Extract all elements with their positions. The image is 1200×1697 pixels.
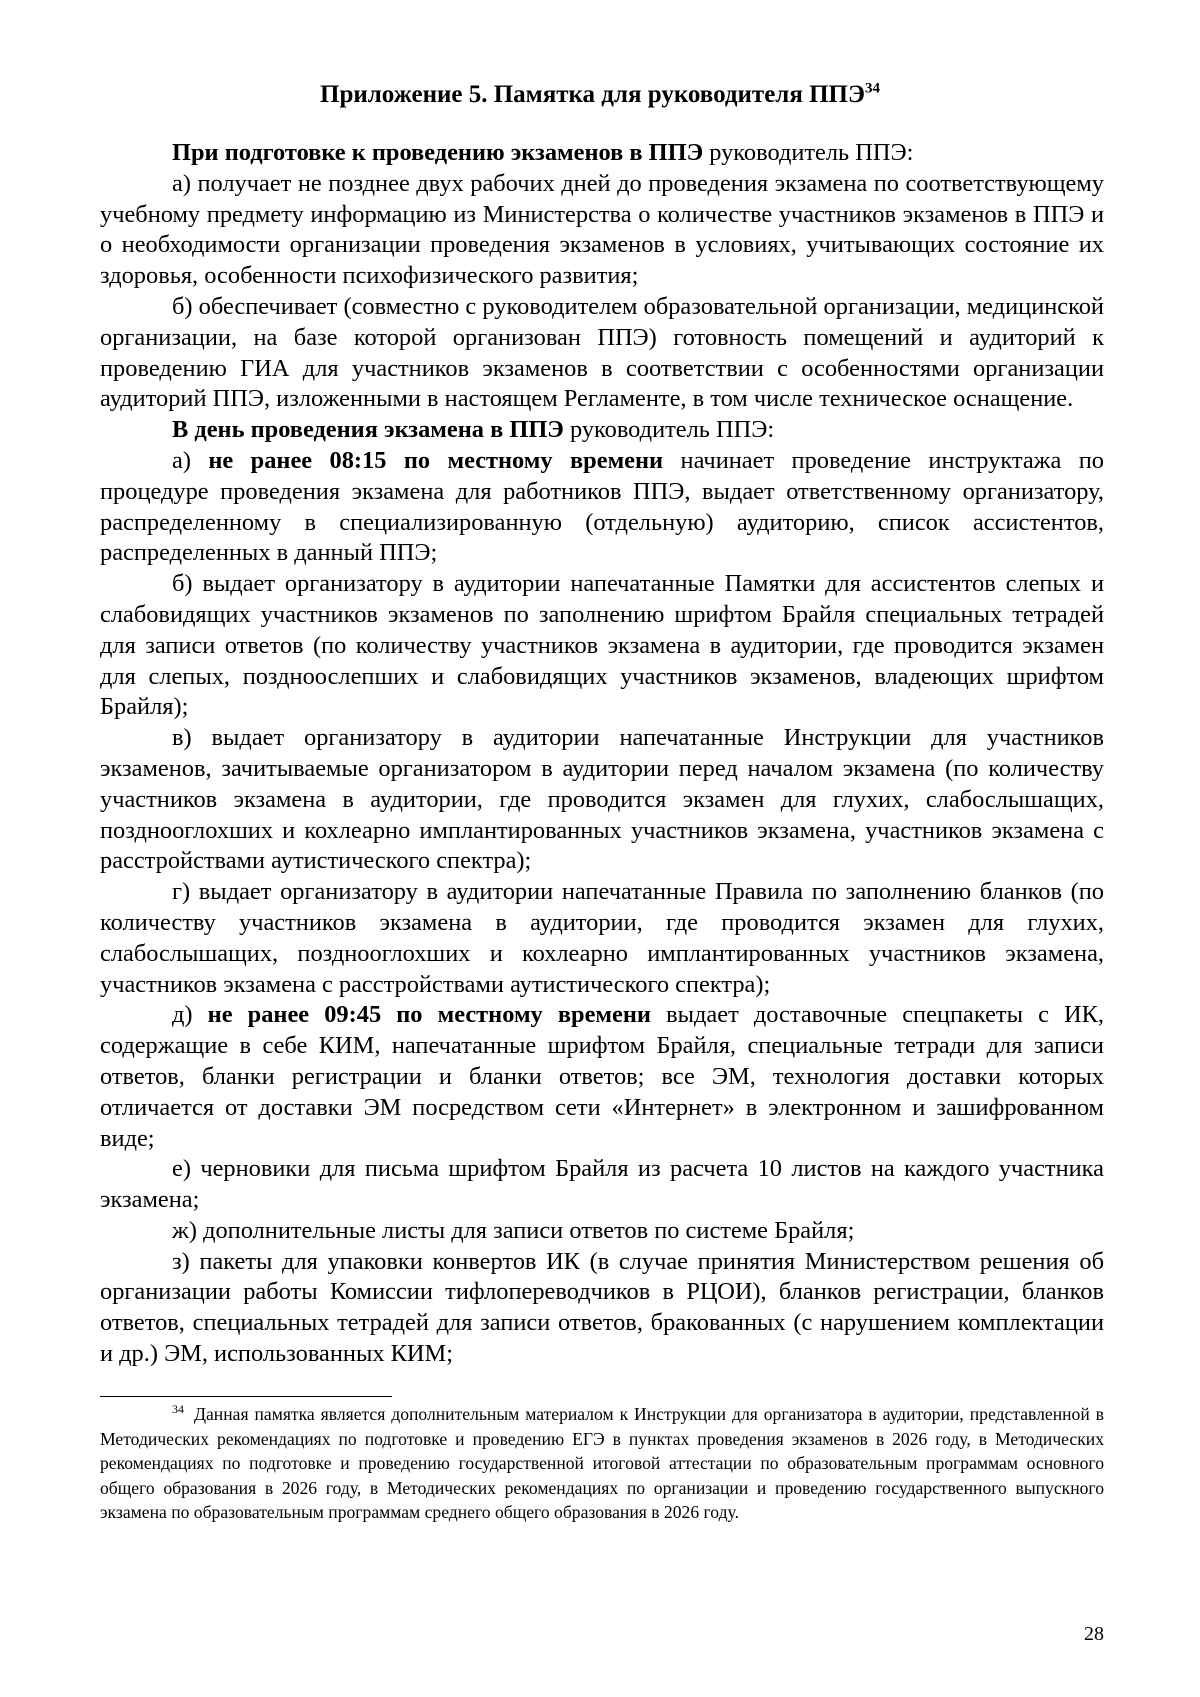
section-2-lead-rest: руководитель ППЭ: <box>563 416 775 444</box>
section-2-lead-bold: В день проведения экзамена в ППЭ <box>172 416 564 444</box>
footnote-number: 34 <box>172 1402 184 1417</box>
item-a-bold: не ранее 08:15 по местному времени <box>208 446 664 474</box>
section-2-item-zh: ж) дополнительные листы для записи ответов по системе Брайля; <box>172 1216 855 1244</box>
title-footnote-ref: 34 <box>864 80 880 97</box>
page-number: 28 <box>1084 1623 1104 1645</box>
item-a-prefix: а) <box>172 446 209 474</box>
section-2-item-g: г) выдает организатору в аудитории напечатанные Правила по заполнению бланков (по количеству участников экзамена в аудитории, где проводится экзамен для глухих, слабослышащих, позднооглохших и кохлеарно имплантированных участников экзамена, участников экзамена с расстройствами аутистического спектра); <box>100 878 1104 998</box>
section-2-item-z: з) пакеты для упаковки конвертов ИК (в случае принятия Министерством решения об организации работы Комиссии тифлопереводчиков в РЦОИ), бланков регистрации, бланков ответов, специальных тетрадей для записи ответов, бракованных (с нарушением комплектации и др.) ЭМ, использованных КИМ; <box>100 1247 1104 1368</box>
section-1-item-b: б) обеспечивает (совместно с руководителем образовательной организации, медицинской организации, на базе которой организован ППЭ) готовность помещений и аудиторий к проведению ГИА для участников экзаменов в соответствии с особенностями организации аудиторий ППЭ, изложенными в настоящем Регламенте, в том числе техническое оснащение. <box>100 292 1104 413</box>
item-d-rest: выдает доставочные спецпакеты с ИК, содержащие в себе КИМ, напечатанные шрифтом Брайля, специальные тетради для записи ответов, бланки регистрации и бланки ответов; все ЭМ, технология доставки которых отличается от доставки ЭМ посредством сети «Интернет» в электронном и зашифрованном виде; <box>100 1001 1105 1152</box>
page-title <box>100 80 1100 110</box>
section-1-item-a: а) получает не позднее двух рабочих дней до проведения экзамена по соответствующему учебному предмету информацию из Министерства о количестве участников экзаменов в ППЭ и о необходимости организации проведения экзаменов в условиях, учитывающих состояние их здоровья, особенности психофизического развития; <box>100 169 1104 290</box>
footnote <box>100 1402 1104 1525</box>
section-2-item-e: е) черновики для письма шрифтом Брайля из расчета 10 листов на каждого участника экзамена; <box>100 1155 1104 1214</box>
section-1-lead-rest: руководитель ППЭ: <box>703 139 914 166</box>
document-body <box>100 138 1104 1370</box>
section-2-item-v: в) выдает организатору в аудитории напечатанные Инструкции для участников экзаменов, зачитываемые организатором в аудитории перед началом экзамена (по количеству участников экзамена в аудитории, где проводится экзамен для глухих, слабослышащих, позднооглохших и кохлеарно имплантированных участников экзамена, участников экзамена с расстройствами аутистического спектра); <box>100 724 1104 875</box>
page-title-text: Приложение 5. Памятка для руководителя ППЭ <box>320 81 865 108</box>
footnote-text: Данная памятка является дополнительным материалом к Инструкции для организатора в аудитории, представленной в Методических рекомендациях по подготовке и проведению ЕГЭ в пунктах проведения экзаменов в 2026 году, в Методических рекомендациях по подготовке и проведению государственной итоговой аттестации по образовательным программам основного общего образования в 2026 году, в Методических рекомендациях по организации и проведению государственного выпускного экзамена по образовательным программам среднего общего образования в 2026 году. <box>100 1404 1104 1523</box>
section-2-item-d <box>100 1000 1104 1154</box>
section-1-lead-bold: При подготовке к проведению экзаменов в ППЭ <box>172 139 704 166</box>
footnote-paragraph <box>100 1402 1104 1525</box>
section-2-item-b: б) выдает организатору в аудитории напечатанные Памятки для ассистентов слепых и слабовидящих участников экзаменов по заполнению шрифтом Брайля специальных тетрадей для записи ответов (по количеству участников экзамена в аудитории, где проводится экзамен для слепых, поздноослепших и слабовидящих участников экзаменов, владеющих шрифтом Брайля); <box>100 570 1104 721</box>
footnote-divider <box>100 1396 392 1397</box>
section-2-lead <box>100 415 1104 446</box>
section-2-item-a <box>100 446 1104 569</box>
section-1-lead <box>100 138 1104 169</box>
item-a-rest: начинает проведение инструктажа по процедуре проведения экзамена для работников ППЭ, выдает ответственному организатору, распределенному в специализированную (отдельную) аудиторию, список ассистентов, распределенных в данный ППЭ; <box>100 446 1105 567</box>
item-d-prefix: д) <box>172 1001 208 1029</box>
item-d-bold: не ранее 09:45 по местному времени <box>207 1001 651 1029</box>
